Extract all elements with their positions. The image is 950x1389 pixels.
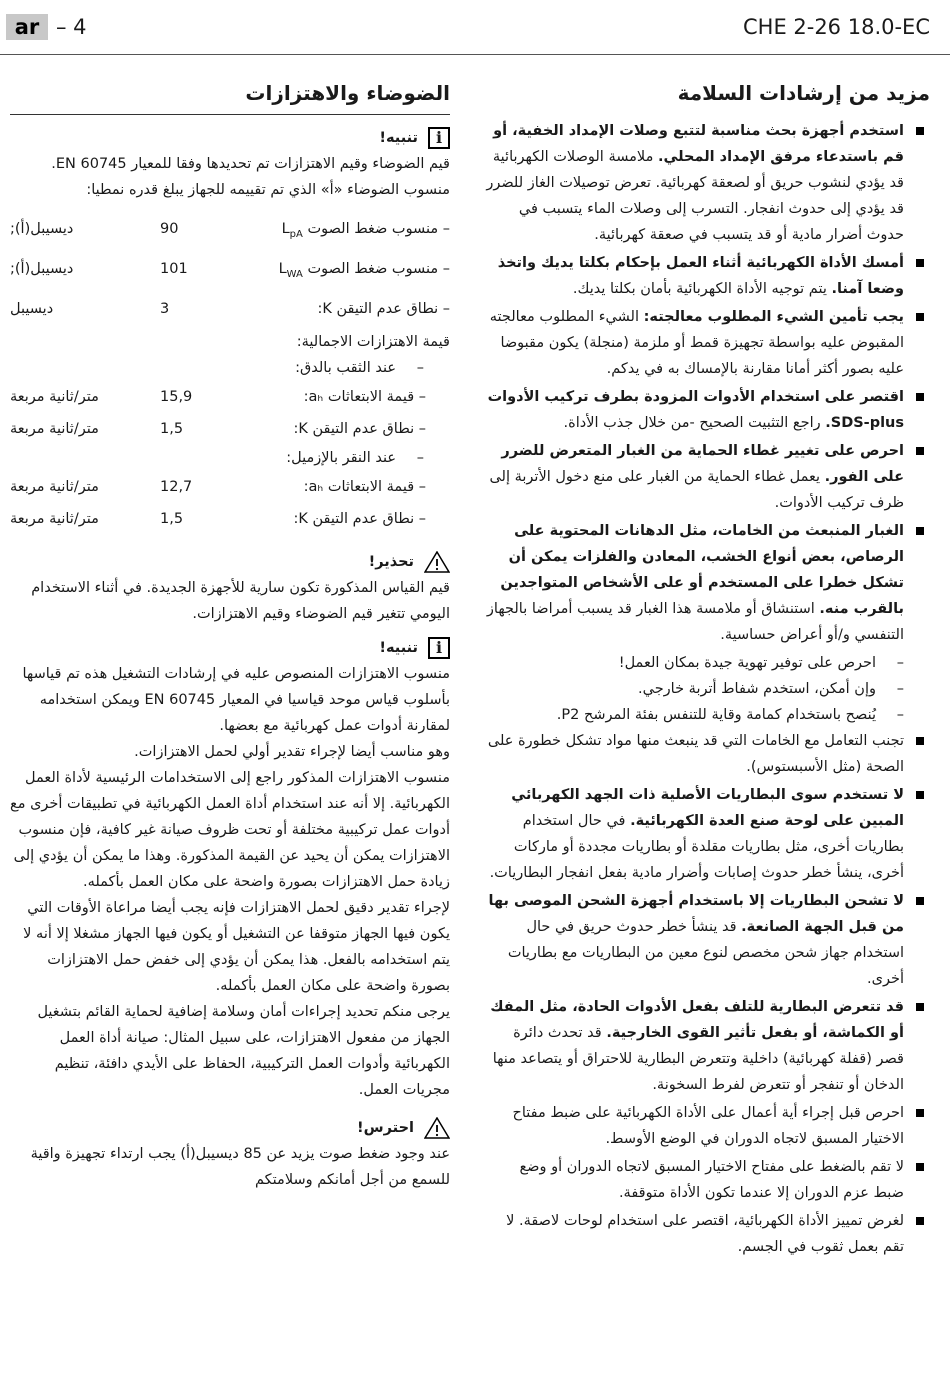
spec-label: – منسوب ضغط الصوت $L_{WA}$ bbox=[279, 249, 450, 295]
caution-icon bbox=[424, 1117, 450, 1139]
spec-value: 12,7 bbox=[160, 479, 193, 495]
dash-marker: – bbox=[896, 681, 904, 697]
safety-item-heading: يجب تأمين الشيء المطلوب معالجته: bbox=[643, 309, 904, 325]
spec-unit: متر/ثانية مربعة bbox=[10, 421, 99, 437]
vibration-spec-row bbox=[10, 471, 450, 503]
safety-item bbox=[485, 438, 930, 516]
spec-label-text: نطاق عدم التيقن K: bbox=[293, 511, 415, 527]
chiselling-specs bbox=[10, 471, 450, 535]
spec-symbol-letter: L bbox=[278, 261, 287, 277]
bullet-square bbox=[916, 527, 924, 535]
spec-value: 15,9 bbox=[160, 389, 193, 405]
spec-label-text: منسوب ضغط الصوت bbox=[307, 221, 439, 237]
note2-title: تنبيه! bbox=[379, 640, 418, 656]
warning-icon bbox=[424, 551, 450, 573]
note2-heading bbox=[10, 635, 450, 661]
bullet-square bbox=[916, 393, 924, 401]
bullet-square bbox=[916, 127, 924, 135]
spec-unit: متر/ثانية مربعة bbox=[10, 389, 99, 405]
vibration-spec-row bbox=[10, 381, 450, 413]
note2-body bbox=[10, 661, 450, 1103]
spec-unit: ديسيبل bbox=[10, 301, 54, 317]
dust-tip-text: وإن أمكن، استخدم شفاط أتربة خارجي. bbox=[638, 681, 876, 697]
bullet-square bbox=[916, 313, 924, 321]
note2-paragraph: منسوب الاهتزازات المنصوص عليه في إرشادات التشغيل هذه تم قياسها بأسلوب قياس موحد قياسيا في المعيار EN 60745 ويمكن استخدامه لمقارنة أدوات عمل كهربائية مع بعضها. bbox=[22, 666, 450, 734]
bullet-square bbox=[916, 259, 924, 267]
safety-item-heading: استخدم أجهزة بحث مناسبة لتتبع وصلات الإمداد الخفية، أو قم باستدعاء مرفق الإمداد المحلي. bbox=[493, 123, 904, 165]
safety-item bbox=[485, 250, 930, 302]
safety-item-text: لغرض تمييز الأداة الكهربائية، اقتصر على استخدام لوحات لاصقة. لا تقم بعمل ثقوب في الجسم. bbox=[506, 1213, 904, 1255]
safety-item bbox=[485, 1100, 930, 1152]
page-number: – 4 bbox=[56, 15, 87, 39]
mode-hammer-drill: – عند الثقب بالدق: bbox=[295, 360, 424, 376]
spec-label: – قيمة الابتعاثات aₕ: bbox=[303, 389, 426, 405]
note2-paragraph: يرجى منكم تحديد إجراءات أمان وسلامة إضافية لحماية القائم بتشغيل الجهاز من مفعول الاهتزازات، على سبيل المثال: صيانة أداة العمل الكهربائية وأدوات العمل التركيبية، الحفاظ على الأيدي دافئة، تنظيم مجريات العمل. bbox=[37, 1004, 450, 1098]
safety-item bbox=[485, 1208, 930, 1260]
spec-unit: متر/ثانية مربعة bbox=[10, 511, 99, 527]
warning-text: قيم القياس المذكورة تكون سارية للأجهزة الجديدة. في أثناء الاستخدام اليومي تتغير قيم الضوضاء وقيم الاهتزازات. bbox=[31, 580, 450, 622]
spec-label: – منسوب ضغط الصوت $L_{pA}$ bbox=[282, 209, 450, 255]
safety-item-text: يتم توجيه الأداة الكهربائية بأمان بكلتا يديك. bbox=[572, 281, 827, 297]
note2-paragraph: منسوب الاهتزازات المذكور راجع إلى الاستخدامات الرئيسية لأداة العمل الكهربائية. إلا أنه عند استخدام أداة العمل الكهربائية في تطبيقات أخرى مع أدوات عمل تركيبية مختلفة أو تحت ظروف صيانة غير كافية، فإن منسوب الاهتزازات يمكن أن يحيد عن القيمة المذكورة. وهذا ما يمكن أن يؤدي إلى زيادة حمل الاهتزازات بصورة واضحة على مكان العمل بأكمله. bbox=[9, 770, 450, 890]
spec-label-text: منسوب ضغط الصوت bbox=[307, 261, 439, 277]
safety-item-heading: أمسك الأداة الكهربائية أثناء العمل بإحكام بكلتا يديك واتخذ وضعا آمنا. bbox=[497, 255, 904, 297]
safety-item-text: تجنب التعامل مع الخامات التي قد ينبعث منها مواد تشكل خطورة على الصحة (مثل الأسبستوس). bbox=[487, 733, 904, 775]
warning-heading bbox=[10, 549, 450, 575]
spec-value: 1,5 bbox=[160, 421, 184, 437]
spec-label-text: قيمة الابتعاثات aₕ: bbox=[303, 479, 415, 495]
dust-tip-text: يُنصح باستخدام كمامة وقاية للتنفس بفئة المرشح P2. bbox=[556, 707, 876, 723]
spec-unit: ديسيبل(أ); bbox=[10, 261, 74, 277]
spec-label-text: نطاق عدم التيقن K: bbox=[293, 421, 415, 437]
bullet-square bbox=[916, 737, 924, 745]
bullet-square bbox=[916, 1003, 924, 1011]
safety-item bbox=[485, 994, 930, 1098]
note-text: قيم الضوضاء وقيم الاهتزازات تم تحديدها وفقا للمعيار EN 60745. منسوب الضوضاء «أ» الذي تم تقييمه للجهاز يبلغ قدره نمطيا: bbox=[51, 156, 450, 198]
bullet-square bbox=[916, 897, 924, 905]
safety-item-heading: الغبار المنبعث من الخامات، مثل الدهانات المحتوية على الرصاص، بعض أنواع الخشب، المعادن والفلزات يمكن أن تشكل خطرا على المستخدم أو على الأشخاص المتواجدين بالقرب منه. bbox=[500, 523, 904, 617]
noise-specs bbox=[10, 209, 450, 329]
spec-label: – نطاق عدم التيقن K: bbox=[293, 511, 426, 527]
note2-paragraph: لإجراء تقدير دقيق لحمل الاهتزازات فإنه يجب أيضا مراعاة الأوقات التي يكون فيها الجهاز متوقفا عن التشغيل أو يكون فيها الجهاز مشغلا إلا أنه لا يتم استخدامه بالفعل. هذا يمكن أن يؤدي إلى خفض حمل الاهتزازات بصورة واضحة على مكان العمل بأكمله. bbox=[23, 900, 450, 994]
safety-title: مزيد من إرشادات السلامة bbox=[677, 81, 930, 105]
safety-item-heading: قد تتعرض البطارية للتلف بفعل الأدوات الحادة، مثل المفك أو الكماشة، أو بفعل تأثير القوى الخارجية. bbox=[490, 999, 904, 1041]
safety-item-heading: اقتصر على استخدام الأدوات المزودة بطرف تركيب الأدوات SDS-plus. bbox=[487, 389, 904, 431]
safety-item-text: في حال استخدام بطاريات أخرى، مثل بطاريات مقلدة أو بطاريات مجددة أو ماركات أخرى، ينشأ خطر حدوث إصابات وأضرار مادية بفعل انفجار البطاريات. bbox=[489, 813, 904, 881]
spec-label-text: قيمة الابتعاثات aₕ: bbox=[303, 389, 415, 405]
battery-safety-list bbox=[485, 728, 930, 1260]
safety-item bbox=[485, 384, 930, 436]
safety-item-text: قد ينشأ خطر حدوث حريق في حال استخدام جهاز شحن مخصص لنوع معين من البطاريات مع بطاريات أخرى. bbox=[507, 919, 904, 987]
vibration-total-label: قيمة الاهتزازات الاجمالية: bbox=[296, 334, 450, 350]
safety-item-heading: احرص على تغيير غطاء الحماية من الغبار المتعرض للضرر على الفور. bbox=[501, 443, 904, 485]
caution-heading bbox=[10, 1115, 450, 1141]
caution-text: عند وجود ضغط صوت يزيد عن 85 ديسيبل(أ) يجب ارتداء تجهيزة واقية للسمع من أجل أمانكم وسلامتكم bbox=[30, 1146, 450, 1188]
bullet-square bbox=[916, 1109, 924, 1117]
bullet-square bbox=[916, 1163, 924, 1171]
safety-list bbox=[485, 118, 930, 648]
spec-value: 3 bbox=[160, 301, 170, 317]
safety-item bbox=[485, 1154, 930, 1206]
noise-column bbox=[10, 78, 450, 1193]
safety-item bbox=[485, 782, 930, 886]
hammer-drill-specs bbox=[10, 381, 450, 445]
safety-item-text: يعمل غطاء الحماية من الغبار على منع دخول الأتربة إلى ظرف تركيب الأدوات. bbox=[489, 469, 904, 511]
safety-column bbox=[485, 78, 930, 1262]
noise-spec-row bbox=[10, 209, 450, 249]
safety-item bbox=[485, 888, 930, 992]
note-heading bbox=[10, 125, 450, 151]
spec-symbol bbox=[282, 209, 303, 255]
dash-marker: – bbox=[896, 707, 904, 723]
spec-value: 1,5 bbox=[160, 511, 184, 527]
vibration-spec-row bbox=[10, 413, 450, 445]
safety-item-text: لا تقم بالضغط على مفتاح الاختيار المسبق لاتجاه الدوران أو وضع ضبط عزم الدوران إلا عندما تكون الأداة متوقفة. bbox=[519, 1159, 904, 1201]
noise-spec-row bbox=[10, 289, 450, 329]
spec-label: – نطاق عدم التيقن K: bbox=[317, 301, 450, 317]
bullet-square bbox=[916, 447, 924, 455]
spec-symbol-sub: WA bbox=[286, 268, 303, 280]
dust-tips-list bbox=[485, 650, 930, 728]
spec-label: – نطاق عدم التيقن K: bbox=[293, 421, 426, 437]
spec-unit: متر/ثانية مربعة bbox=[10, 479, 99, 495]
safety-item-text: الشيء المطلوب معالجته المقبوض عليه بواسطة تجهيزة قمط أو ملزمة (منجلة) يكون مقبوضا عليه بصور أكثر أمانا مقارنة بالإمساك به في يدكم. bbox=[489, 309, 904, 377]
page-header bbox=[0, 14, 950, 46]
spec-label: – قيمة الابتعاثات aₕ: bbox=[303, 479, 426, 495]
safety-item-heading: لا تستخدم سوى البطاريات الأصلية ذات الجهد الكهربائي المبين على لوحة صنع العدة الكهربائية. bbox=[511, 787, 904, 829]
safety-item bbox=[485, 728, 930, 780]
safety-item-text: قد تحدث دائرة قصر (قفلة كهربائية) داخلية وتتعرض البطارية للاحتراق أو يتصاعد منها الدخان أو تنفجر أو تتعرض لفرط السخونة. bbox=[492, 1025, 904, 1093]
dash-marker: – bbox=[896, 655, 904, 671]
safety-item-text: ملامسة الوصلات الكهربائية قد يؤدي لنشوب حريق أو لصعقة كهربائية. تعرض توصيلات الغاز للضرر قد يؤدي إلى حدوث انفجار. التسرب إلى وصلات الماء يتسبب في حدوث أضرار مادية أو قد يتسبب في صعقة كهربائية. bbox=[486, 149, 904, 243]
language-badge: ar bbox=[6, 14, 48, 40]
spec-value: 101 bbox=[160, 261, 188, 277]
dust-tip-text: احرص على توفير تهوية جيدة بمكان العمل! bbox=[618, 655, 876, 671]
bullet-square bbox=[916, 791, 924, 799]
note-title: تنبيه! bbox=[379, 130, 418, 146]
spec-value: 90 bbox=[160, 221, 179, 237]
info-icon: i bbox=[428, 127, 450, 149]
spec-symbol bbox=[279, 249, 303, 295]
noise-spec-row bbox=[10, 249, 450, 289]
safety-item bbox=[485, 304, 930, 382]
vibration-spec-row bbox=[10, 503, 450, 535]
caution-title: احترس! bbox=[357, 1120, 414, 1136]
mode-chiselling: – عند النقر بالإزميل: bbox=[286, 450, 424, 466]
warning-title: تحذير! bbox=[368, 554, 414, 570]
noise-title: الضوضاء والاهتزازات bbox=[10, 78, 450, 115]
safety-item bbox=[485, 118, 930, 248]
spec-symbol-letter: L bbox=[281, 221, 290, 237]
info-icon: i bbox=[428, 637, 450, 659]
note2-paragraph: وهو مناسب أيضا لإجراء تقدير أولي لحمل الاهتزازات. bbox=[134, 744, 450, 760]
model-number: CHE 2-26 18.0-EC bbox=[742, 15, 930, 39]
dust-tip bbox=[485, 650, 930, 676]
spec-unit: ديسيبل(أ); bbox=[10, 221, 74, 237]
header-divider bbox=[0, 54, 950, 55]
safety-item bbox=[485, 518, 930, 648]
safety-item-text: احرص قبل إجراء أية أعمال على الأداة الكهربائية على ضبط مفتاح الاختيار المسبق لاتجاه الدوران في الوضع الأوسط. bbox=[512, 1105, 904, 1147]
safety-item-text: راجع التثبيت الصحيح -من خلال جذب الأداة. bbox=[563, 415, 821, 431]
safety-item-text: استنشاق أو ملامسة هذا الغبار قد يسبب أمراضا بالجهاز التنفسي و/أو أعراض حساسية. bbox=[486, 601, 904, 643]
bullet-square bbox=[916, 1217, 924, 1225]
dust-tip bbox=[485, 702, 930, 728]
spec-label-text: نطاق عدم التيقن K: bbox=[317, 301, 439, 317]
dust-tip bbox=[485, 676, 930, 702]
spec-symbol-sub: pA bbox=[289, 228, 303, 240]
safety-item-heading: لا تشحن البطاريات إلا باستخدام أجهزة الشحن الموصى بها من قبل الجهة الصانعة. bbox=[488, 893, 904, 935]
